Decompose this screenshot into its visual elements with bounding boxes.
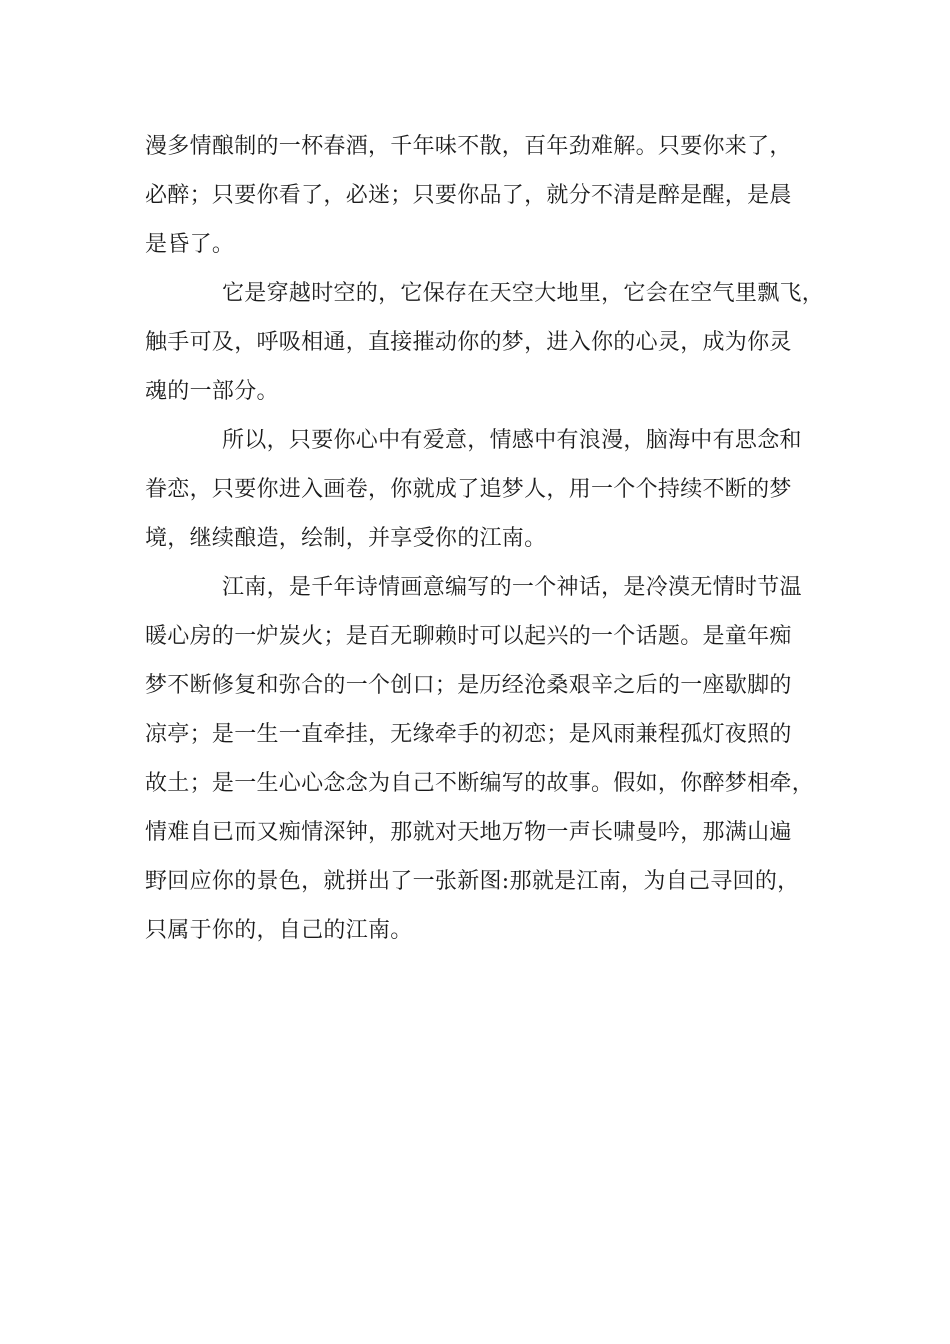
text-line: 只属于你的，自己的江南。 — [145, 918, 413, 943]
text-line: 魂的一部分。 — [145, 379, 279, 404]
text-line: 暖心房的一炉炭火；是百无聊赖时可以起兴的一个话题。是童年痴 — [145, 624, 792, 649]
text-line: 故土；是一生心心念念为自己不断编写的故事。假如，你醉梦相牵， — [145, 771, 815, 796]
text-line: 是昏了。 — [145, 232, 235, 257]
text-line: 江南，是千年诗情画意编写的一个神话，是冷漠无情时节温 — [222, 575, 802, 600]
text-line: 触手可及，呼吸相通，直接摧动你的梦，进入你的心灵，成为你灵 — [145, 330, 792, 355]
text-line: 漫多情酿制的一杯春酒，千年味不散，百年劲难解。只要你来了， — [145, 134, 792, 159]
text-line: 眷恋，只要你进入画卷，你就成了追梦人，用一个个持续不断的梦 — [145, 477, 792, 502]
text-line: 凉亭；是一生一直牵挂，无缘牵手的初恋；是风雨兼程孤灯夜照的 — [145, 722, 792, 747]
text-line: 境，继续酿造，绘制，并享受你的江南。 — [145, 526, 547, 551]
text-line: 野回应你的景色，就拼出了一张新图:那就是江南，为自己寻回的， — [145, 869, 800, 894]
text-line: 所以，只要你心中有爱意，情感中有浪漫，脑海中有思念和 — [222, 428, 802, 453]
text-line: 它是穿越时空的，它保存在天空大地里，它会在空气里飘飞， — [222, 281, 825, 306]
text-line: 梦不断修复和弥合的一个创口；是历经沧桑艰辛之后的一座歇脚的 — [145, 673, 792, 698]
text-line: 必醉；只要你看了，必迷；只要你品了，就分不清是醉是醒，是晨 — [145, 183, 792, 208]
body-text — [145, 122, 835, 955]
text-line: 情难自已而又痴情深钟，那就对天地万物一声长啸曼吟，那满山遍 — [145, 820, 792, 845]
